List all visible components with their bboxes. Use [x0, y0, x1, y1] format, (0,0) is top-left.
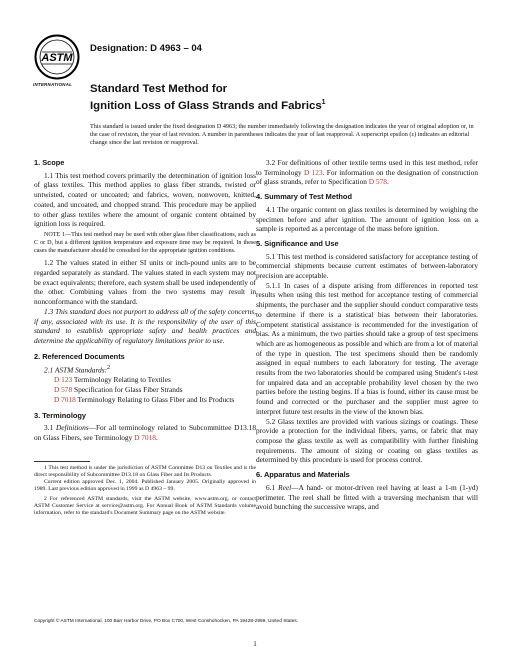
left-column: [34, 158, 256, 517]
paragraph-5-2: 5.2 Glass textiles are provided with various sizings or coatings. These provide a protection for the individual fibers, yarns, or fabric that may compose the glass textile as well as compatibility with further finishing requirements. The amount of sizing or coating on glass textiles as determined by this procedure is used for process control.: [256, 416, 478, 465]
ref-item-d7018: D 7018 Terminology Relating to Glass Fiber and Its Products: [54, 394, 235, 404]
ref-link-d578-term[interactable]: D 578: [368, 177, 387, 187]
issuance-note: This standard is issued under the fixed designation D 4963; the number immediately following the designation indicates the year of original adoption or, in the case of revision, the year of last revision. A number in parentheses indicates the year of last reapproval. A superscript epsilon (ε) indicates an editorial change since the last revision or reapproval.: [90, 123, 474, 146]
document-title: [90, 82, 326, 113]
section-heading-referenced-documents: 2. Referenced Documents: [34, 351, 125, 361]
ref-link-d578[interactable]: D 578: [54, 385, 73, 395]
ref-link-d123[interactable]: D 123: [54, 375, 73, 385]
footnote-1b: Current edition approved Dec. 1, 2004. Published January 2005. Originally approved in 1989. Last previous edition approved in 1999 as D 4963 – 99.: [34, 478, 256, 492]
footnote-2: 2 For referenced ASTM standards, visit the ASTM website, www.astm.org, or contact ASTM Customer Service at service@astm.org. For Annual Book of ASTM Standards volume information, refer to the standard's Document Summary page on the ASTM website.: [34, 495, 256, 516]
page-number: 1: [253, 640, 257, 648]
section-heading-significance: 5. Significance and Use: [256, 238, 339, 248]
section-heading-summary: 4. Summary of Test Method: [256, 192, 352, 202]
paragraph-1-1: 1.1 This test method covers primarily the determination of ignition loss of glass textiles. This method applies to glass fiber strands, twisted or untwisted, coated or uncoated; and fabrics, woven, nonwoven, knitted, coated, and uncoated, and chopped strand. This procedure may be applied to other glass textiles where the amount of organic content obtained by ignition loss is required.: [34, 170, 256, 229]
designation: Designation: D 4963 – 04: [90, 43, 202, 54]
paragraph-6-1: 6.1 Reel—A hand- or motor-driven reel having at least a 1-m (1-yd) perimeter. The reel shall be fitted with a traversing mechanism that will avoid bunching the successive wraps, and: [256, 482, 478, 512]
paragraph-5-1: 5.1 This test method is considered satisfactory for acceptance testing of commercial shipments because current estimates of between-laboratory precision are acceptable.: [256, 251, 478, 281]
ref-item-d578: D 578 Specification for Glass Fiber Strands: [54, 385, 183, 395]
logo-subtext: INTERNATIONAL: [33, 82, 73, 87]
title-line-2: Ignition Loss of Glass Strands and Fabrics$^1$: [90, 99, 326, 112]
paragraph-3-1: 3.1 Definitions—For all terminology related to Subcommittee D13.18 on Glass Fibers, see Terminology D 7018.: [34, 423, 256, 442]
note-1: NOTE 1—This test method may be used with other glass fiber classifications, such as C or D, but a different ignition temperature and exposure time may be required. In these cases the manufacturer should be consulted for the appropriate ignition conditions.: [34, 231, 256, 254]
ref-item-d123: D 123 Terminology Relating to Textiles: [54, 375, 171, 385]
title-line-1: Standard Test Method for: [90, 83, 228, 95]
copyright-notice: Copyright © ASTM International, 100 Barr Harbor Drive, PO Box C700, West Conshohocken, PA 19428-2959, United States.: [34, 619, 299, 624]
section-heading-apparatus: 6. Apparatus and Materials: [256, 470, 350, 480]
ref-link-d7018-term[interactable]: D 7018: [134, 433, 156, 442]
footnotes: [34, 461, 256, 517]
ref-link-d123-term[interactable]: D 123: [304, 167, 323, 177]
footnote-rule: [34, 461, 90, 462]
astm-logo-icon: [34, 34, 80, 80]
ref-link-d7018[interactable]: D 7018: [54, 394, 76, 404]
paragraph-2-1: 2.1 ASTM Standards:$^2$: [44, 365, 111, 375]
paragraph-4-1: 4.1 The organic content on glass textiles is determined by weighing the specimen before and after ignition. The amount of ignition loss on a sample is reported as a percentage of the mass before ignition.: [256, 204, 478, 234]
right-column: [256, 158, 478, 512]
paragraph-1-2: 1.2 The values stated in either SI units or inch-pound units are to be regarded separately as standard. The values stated in each system may not be exact equivalents; therefore, each system shall be used independently of the other. Combining values from the two systems may result in nonconformance with the standard.: [34, 258, 256, 307]
footnote-1: 1 This test method is under the jurisdiction of ASTM Committee D13 on Textiles and is the direct responsibility of Subcommittee D13.18 on Glass Fiber and Its Products.: [34, 464, 256, 478]
section-heading-terminology: 3. Terminology: [34, 410, 87, 420]
paragraph-3-2: 3.2 For definitions of other textile terms used in this test method, refer to Terminology D 123. For information on the designation of construction of glass strands, refer to Specification D 578.: [256, 158, 478, 187]
paragraph-5-1-1: 5.1.1 In cases of a dispute arising from differences in reported test results when using this test method for acceptance testing of commercial shipments, the purchaser and the supplier should conduct comparative tests to determine if there is a statistical bias between their laboratories. Competent statistical assistance is recommended for the investigation of bias. As a minimum, the two parties should take a group of test specimens which are as homogeneous as possible and which are from a lot of material of the type in question. The test specimens should then be randomly assigned in equal numbers to each laboratory for testing. The average results from the two laboratories should be compared using Student's t-test for unpaired data and an acceptable probability level chosen by the two parties before the testing begins. If a bias is found, either its cause must be found and corrected or the purchaser and the supplier must agree to interpret future test results in the view of the known bias.: [256, 280, 478, 416]
section-heading-scope: 1. Scope: [34, 158, 65, 167]
svg-text:ASTM: ASTM: [41, 52, 73, 64]
paragraph-1-3: 1.3 This standard does not purport to address all of the safety concerns, if any, associated with its use. It is the responsibility of the user of this standard to establish appropriate safety and health practices and determine the applicability of regulatory limitations prior to use.: [34, 306, 256, 345]
